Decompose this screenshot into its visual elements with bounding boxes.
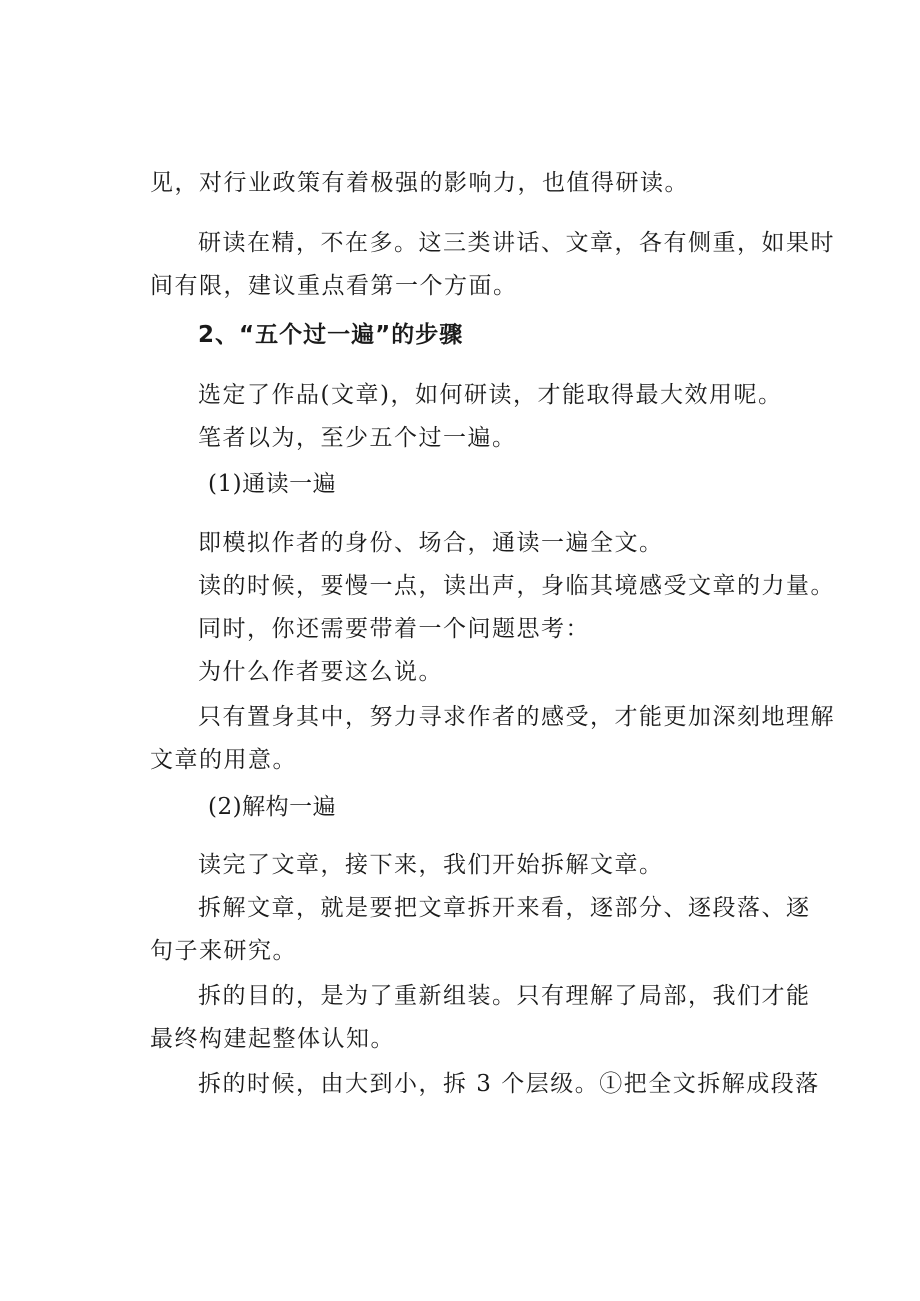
- body-line: 见，对行业政策有着极强的影响力，也值得研读。: [150, 170, 689, 196]
- body-line: 间有限，建议重点看第一个方面。: [150, 273, 518, 299]
- body-line: 只有置身其中，努力寻求作者的感受，才能更加深刻地理解: [198, 704, 835, 730]
- body-line: 拆的时候，由大到小，拆 3 个层级。①把全文拆解成段落: [198, 1071, 820, 1097]
- body-line: 同时，你还需要带着一个问题思考：: [198, 616, 590, 642]
- body-line: 拆的目的，是为了重新组装。只有理解了局部，我们才能: [198, 983, 811, 1009]
- subsection-heading: (1)通读一遍: [208, 471, 337, 497]
- body-line: 研读在精，不在多。这三类讲话、文章，各有侧重，如果时: [198, 230, 835, 256]
- body-line: 拆解文章，就是要把文章拆开来看，逐部分、逐段落、逐: [198, 895, 811, 921]
- body-line: 笔者以为，至少五个过一遍。: [198, 425, 517, 451]
- body-line: 最终构建起整体认知。: [150, 1026, 395, 1052]
- body-line: 读的时候，要慢一点，读出声，身临其境感受文章的力量。: [198, 573, 835, 599]
- body-line: 即模拟作者的身份、场合，通读一遍全文。: [198, 530, 664, 556]
- body-line: 读完了文章，接下来，我们开始拆解文章。: [198, 852, 664, 878]
- subsection-heading: (2)解构一遍: [208, 794, 337, 820]
- body-line: 文章的用意。: [150, 747, 297, 773]
- body-line: 选定了作品(文章)，如何研读，才能取得最大效用呢。: [198, 382, 783, 408]
- body-line: 为什么作者要这么说。: [198, 659, 443, 685]
- section-heading: 2、“五个过一遍”的步骤: [198, 322, 464, 348]
- body-line: 句子来研究。: [150, 938, 297, 964]
